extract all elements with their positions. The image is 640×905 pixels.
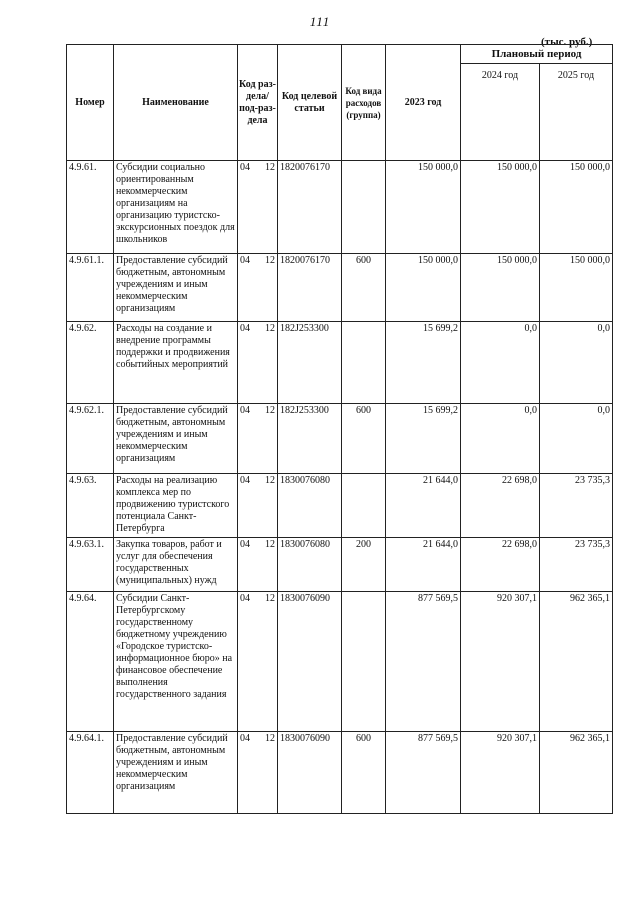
row-2025: 962 365,1 <box>540 732 613 814</box>
row-podrazdel: 12 <box>265 593 275 604</box>
row-name: Предоставление субсидий бюджетным, автономным учреждениям и иным некоммерческим организациям <box>114 732 238 814</box>
row-razdel: 04 <box>240 593 250 604</box>
row-name: Субсидии социально ориентированным некоммерческим организациям на организацию туристско-экскурсионных поездок для школьников <box>114 161 238 254</box>
row-2025: 962 365,1 <box>540 592 613 732</box>
row-2024: 22 698,0 <box>461 538 540 592</box>
row-razdel: 04 <box>240 255 250 266</box>
row-name: Предоставление субсидий бюджетным, автономным учреждениям и иным некоммерческим организациям <box>114 254 238 322</box>
row-target-code: 1830076090 <box>278 592 342 732</box>
row-section-code <box>238 404 278 474</box>
row-expense-code: 600 <box>342 404 386 474</box>
header-section: Код раз-дела/ под-раз-дела <box>238 45 278 161</box>
row-podrazdel: 12 <box>265 255 275 266</box>
row-podrazdel: 12 <box>265 405 275 416</box>
table-row <box>67 474 613 538</box>
row-2025: 150 000,0 <box>540 161 613 254</box>
row-2025: 150 000,0 <box>540 254 613 322</box>
row-number: 4.9.61.1. <box>67 254 114 322</box>
table-row <box>67 161 613 254</box>
row-name: Расходы на реализацию комплекса мер по продвижению туристского потенциала Санкт-Петербурга <box>114 474 238 538</box>
row-target-code: 182J253300 <box>278 404 342 474</box>
row-2023: 15 699,2 <box>386 322 461 404</box>
row-section-code <box>238 732 278 814</box>
row-2024: 0,0 <box>461 322 540 404</box>
header-2024: 2024 год <box>461 64 540 161</box>
row-2024: 0,0 <box>461 404 540 474</box>
row-2023: 150 000,0 <box>386 254 461 322</box>
row-section-code <box>238 254 278 322</box>
row-2024: 150 000,0 <box>461 254 540 322</box>
row-number: 4.9.63.1. <box>67 538 114 592</box>
row-podrazdel: 12 <box>265 162 275 173</box>
header-number: Номер <box>67 45 114 161</box>
table-row <box>67 592 613 732</box>
row-expense-code <box>342 322 386 404</box>
row-razdel: 04 <box>240 733 250 744</box>
row-expense-code: 200 <box>342 538 386 592</box>
row-podrazdel: 12 <box>265 475 275 486</box>
row-2023: 877 569,5 <box>386 592 461 732</box>
header-expense: Код вида расходов (группа) <box>342 45 386 161</box>
page-number: 111 <box>309 14 331 29</box>
row-expense-code <box>342 592 386 732</box>
row-number: 4.9.62. <box>67 322 114 404</box>
row-target-code: 1830076080 <box>278 474 342 538</box>
row-name: Субсидии Санкт-Петербургскому государственному бюджетному учреждению «Городское туристско-информационное бюро» на финансовое обеспечение выполнения государственного задания <box>114 592 238 732</box>
row-2023: 21 644,0 <box>386 538 461 592</box>
row-2024: 920 307,1 <box>461 732 540 814</box>
header-row <box>67 45 613 64</box>
row-section-code <box>238 474 278 538</box>
row-2025: 23 735,3 <box>540 474 613 538</box>
row-2025: 0,0 <box>540 404 613 474</box>
row-2024: 150 000,0 <box>461 161 540 254</box>
table-row <box>67 322 613 404</box>
row-2023: 877 569,5 <box>386 732 461 814</box>
row-expense-code: 600 <box>342 254 386 322</box>
row-target-code: 1820076170 <box>278 254 342 322</box>
table-row <box>67 732 613 814</box>
row-target-code: 1820076170 <box>278 161 342 254</box>
row-2023: 150 000,0 <box>386 161 461 254</box>
row-razdel: 04 <box>240 162 250 173</box>
row-name: Предоставление субсидий бюджетным, автономным учреждениям и иным некоммерческим организациям <box>114 404 238 474</box>
row-podrazdel: 12 <box>265 733 275 744</box>
row-section-code <box>238 592 278 732</box>
header-target: Код целевой статьи <box>278 45 342 161</box>
row-number: 4.9.64.1. <box>67 732 114 814</box>
table-body <box>67 161 613 814</box>
row-razdel: 04 <box>240 323 250 334</box>
row-section-code <box>238 538 278 592</box>
row-2025: 0,0 <box>540 322 613 404</box>
row-target-code: 182J253300 <box>278 322 342 404</box>
row-razdel: 04 <box>240 475 250 486</box>
row-number: 4.9.61. <box>67 161 114 254</box>
budget-table <box>66 44 613 814</box>
row-number: 4.9.63. <box>67 474 114 538</box>
row-expense-code <box>342 161 386 254</box>
row-section-code <box>238 322 278 404</box>
table-row <box>67 538 613 592</box>
row-name: Расходы на создание и внедрение программы поддержки и продвижения событийных мероприятий <box>114 322 238 404</box>
row-razdel: 04 <box>240 405 250 416</box>
table-row <box>67 254 613 322</box>
row-2024: 22 698,0 <box>461 474 540 538</box>
row-number: 4.9.64. <box>67 592 114 732</box>
row-podrazdel: 12 <box>265 323 275 334</box>
table-row <box>67 404 613 474</box>
unit-note: (тыс. руб.) <box>541 36 593 48</box>
row-section-code <box>238 161 278 254</box>
header-name: Наименование <box>114 45 238 161</box>
row-2024: 920 307,1 <box>461 592 540 732</box>
row-podrazdel: 12 <box>265 539 275 550</box>
row-2025: 23 735,3 <box>540 538 613 592</box>
row-target-code: 1830076080 <box>278 538 342 592</box>
header-2025: 2025 год <box>540 64 613 161</box>
row-2023: 15 699,2 <box>386 404 461 474</box>
row-target-code: 1830076090 <box>278 732 342 814</box>
row-number: 4.9.62.1. <box>67 404 114 474</box>
row-expense-code: 600 <box>342 732 386 814</box>
row-expense-code <box>342 474 386 538</box>
row-razdel: 04 <box>240 539 250 550</box>
row-2023: 21 644,0 <box>386 474 461 538</box>
row-name: Закупка товаров, работ и услуг для обеспечения государственных (муниципальных) нужд <box>114 538 238 592</box>
header-2023: 2023 год <box>386 45 461 161</box>
header-plan-period: Плановый период <box>461 45 613 64</box>
